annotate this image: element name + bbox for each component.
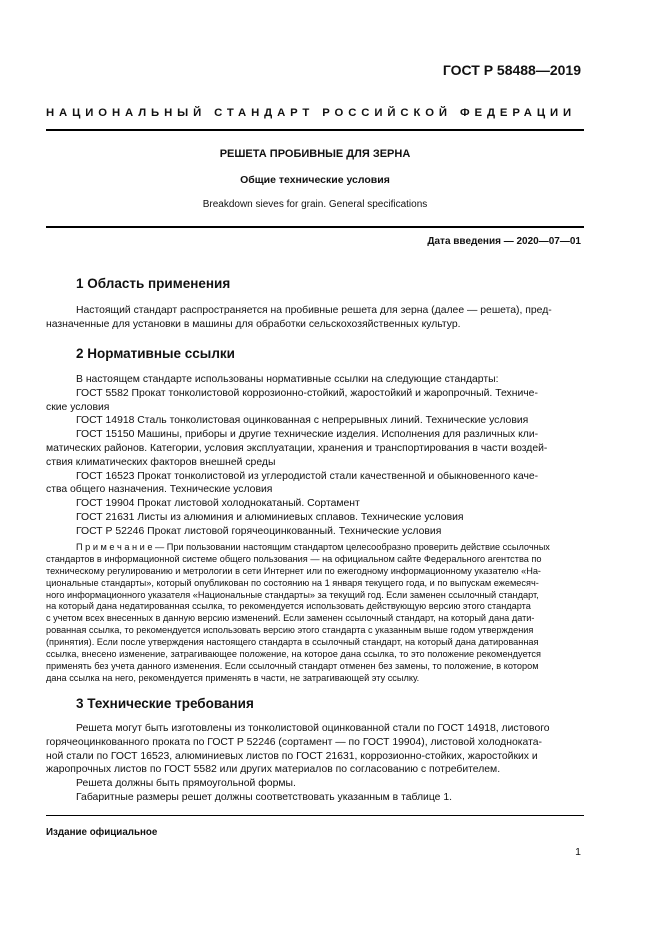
- section-2-note: [46, 542, 584, 685]
- section-2-heading: 2 Нормативные ссылки: [76, 346, 235, 361]
- note-line: ссылка, внесено изменение, затрагивающее положение, на которое дана ссылка, то это положение рекомендуется: [46, 649, 541, 660]
- text-line: Решета могут быть изготовлены из тонколистовой оцинкованной стали по ГОСТ 14918, листового: [76, 723, 550, 734]
- note-line: техническому регулированию и метрологии в сети Интернет или по ежегодному информационному указателю «На-: [46, 565, 541, 576]
- reference-line: ГОСТ 15150 Машины, приборы и другие технические изделия. Исполнения для различных кли-: [76, 429, 539, 441]
- text-line: горячеоцинкованного проката по ГОСТ Р 52246 (сортамент — по ГОСТ 19904), листовой холоднoката-: [46, 736, 542, 748]
- section-1-body: [46, 304, 584, 332]
- intro-date: Дата введения — 2020—07—01: [427, 236, 581, 247]
- note-line: на который дана недатированная ссылка, то рекомендуется использовать действующую версию этого стандарта: [46, 601, 531, 612]
- text-line: Настоящий стандарт распространяется на пробивные решета для зерна (далее — решета), пред-: [76, 305, 552, 316]
- section-1-heading: 1 Область применения: [76, 276, 231, 291]
- section-2-body: [46, 373, 584, 539]
- note-line: рованная ссылка, то рекомендуется использовать версию этого стандарта с указанным выше годом утверждения: [46, 625, 534, 636]
- document-title: РЕШЕТА ПРОБИВНЫЕ ДЛЯ ЗЕРНА: [219, 148, 411, 160]
- reference-line: ГОСТ 21631 Листы из алюминия и алюминиевых сплавов. Технические условия: [76, 511, 464, 523]
- reference-line: ствия климатических факторов внешней среды: [46, 456, 276, 468]
- edition-label: Издание официальное: [46, 827, 158, 838]
- reference-line: ГОСТ 5582 Прокат тонколистовой коррозионно-стойкий, жаростойкий и жаропрочный. Техниче-: [76, 387, 538, 399]
- standard-code: ГОСТ Р 58488—2019: [442, 62, 581, 78]
- note-line: дана ссылка на него, рекомендуется применять в части, не затрагивающей эту ссылку.: [46, 672, 420, 683]
- note-line: ного информационного указателя «Национальные стандарты» за текущий год. Если заменен ссылочный стандарт,: [46, 589, 539, 600]
- reference-line: ГОСТ 16523 Прокат тонколистовой из углеродистой стали качественной и обыкновенного каче-: [76, 470, 539, 482]
- text-line: В настоящем стандарте использованы нормативные ссылки на следующие стандарты:: [76, 374, 499, 385]
- reference-line: матических районов. Категории, условия эксплуатации, хранения и транспортирования в части воздей-: [46, 442, 548, 454]
- text-line: Габаритные размеры решет должны соответствовать указанным в таблице 1.: [76, 791, 453, 803]
- national-standard-banner: НАЦИОНАЛЬНЫЙ СТАНДАРТ РОССИЙСКОЙ ФЕДЕРАЦИИ: [46, 107, 577, 119]
- page-number: 1: [575, 846, 581, 858]
- reference-line: ГОСТ 14918 Сталь тонколистовая оцинкованная с непрерывных линий. Технические условия: [76, 415, 529, 427]
- note-line: применять без учета данного изменения. Если ссылочный стандарт отменен без замены, то положение, в котором: [46, 660, 539, 671]
- note-line: П р и м е ч а н и е — При пользовании настоящим стандартом целесообразно проверить действие ссылочных: [76, 542, 550, 552]
- title-rule: [46, 226, 584, 228]
- document-subtitle: Общие технические условия: [240, 174, 390, 186]
- note-line: циональные стандарты», который опубликован по состоянию на 1 января текущего года, и по выпускам ежемесяч-: [46, 577, 539, 588]
- reference-line: ские условия: [46, 401, 110, 413]
- footer-rule: [46, 815, 584, 816]
- text-line: Решета должны быть прямоугольной формы.: [76, 778, 296, 790]
- header-rule: [46, 129, 584, 131]
- reference-line: ства общего назначения. Технические условия: [46, 484, 273, 496]
- english-title: Breakdown sieves for grain. General specifications: [202, 199, 428, 210]
- section-3-heading: 3 Технические требования: [76, 696, 254, 711]
- reference-line: ГОСТ 19904 Прокат листовой холоднокатаный. Сортамент: [76, 498, 360, 510]
- note-line: с учетом всех внесенных в данную версию изменений. Если заменен ссылочный стандарт, на который дана дати-: [46, 613, 535, 624]
- reference-line: ГОСТ Р 52246 Прокат листовой горячеоцинкованный. Технические условия: [76, 525, 442, 537]
- text-line: жаропрочных листов по ГОСТ 5582 или других материалов по согласованию с потребителем.: [46, 764, 501, 776]
- text-line: ной стали по ГОСТ 16523, алюминиевых листов по ГОСТ 21631, коррозионно-стойких, жаростойких и: [46, 750, 538, 762]
- note-line: (принятия). Если после утверждения настоящего стандарта в ссылочный стандарт, на который дана датированная: [46, 637, 539, 648]
- section-3-body: [46, 722, 584, 805]
- text-line: назначенные для установки в машины для обработки сельскохозяйственных культур.: [46, 318, 461, 330]
- note-line: стандартов в информационной системе общего пользования — на официальном сайте Федерального агентства по: [46, 553, 542, 564]
